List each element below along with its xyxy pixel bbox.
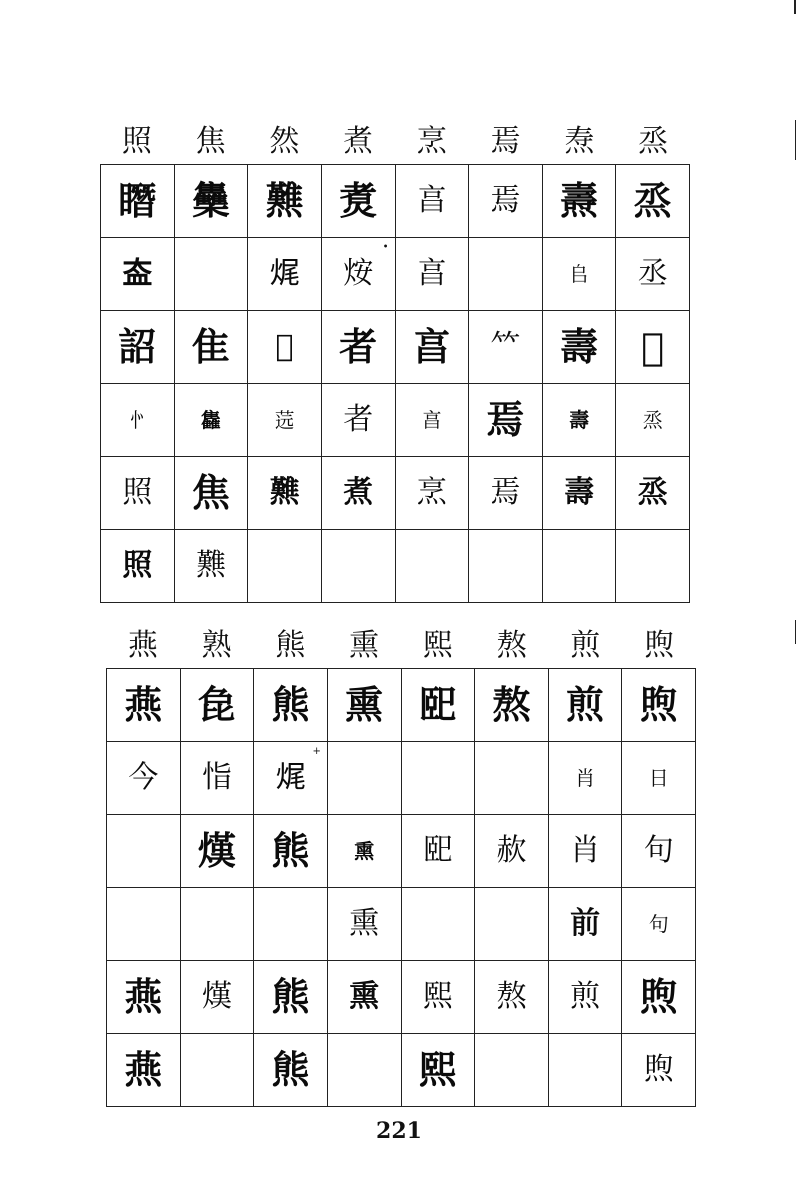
seal-glyph: 𤉈 xyxy=(275,329,294,364)
seal-glyph: 熬 xyxy=(496,979,527,1014)
seal-glyph: 烝 xyxy=(642,407,663,432)
seal-glyph: 日 xyxy=(648,765,669,790)
seal-glyph: 𠂤 xyxy=(569,261,590,286)
glyph-cell xyxy=(548,815,622,888)
top-character-block xyxy=(100,112,690,603)
scan-edge-mark xyxy=(794,0,796,14)
seal-glyph: 熏 xyxy=(349,979,380,1014)
glyph-cell xyxy=(254,1034,328,1107)
glyph-cell xyxy=(475,888,549,961)
glyph-cell xyxy=(542,530,616,603)
glyph-cell xyxy=(542,384,616,457)
glyph-cell xyxy=(616,457,690,530)
glyph-cell xyxy=(107,888,181,961)
bottom-character-block xyxy=(106,616,696,1107)
seal-glyph: 燾 xyxy=(560,179,599,223)
glyph-cell xyxy=(548,669,622,742)
glyph-cell xyxy=(401,1034,475,1107)
top-headings-row xyxy=(100,112,690,164)
glyph-cell xyxy=(174,384,248,457)
glyph-cell xyxy=(469,530,543,603)
glyph-cell xyxy=(616,165,690,238)
seal-glyph: 𥫗 xyxy=(490,329,521,364)
glyph-cell xyxy=(469,238,543,311)
glyph-cell xyxy=(107,669,181,742)
seal-glyph: 㸐 xyxy=(195,548,226,583)
table-row xyxy=(107,961,696,1034)
seal-glyph: 巸 xyxy=(422,833,453,868)
glyph-cell xyxy=(622,961,696,1034)
glyph-cell xyxy=(107,742,181,815)
seal-glyph: 句 xyxy=(648,911,669,936)
seal-glyph: 句 xyxy=(643,833,674,868)
glyph-cell xyxy=(180,888,254,961)
glyph-cell xyxy=(548,888,622,961)
page-number: 221 xyxy=(376,1118,422,1144)
heading-character: 燕 xyxy=(127,628,158,663)
glyph-cell xyxy=(542,457,616,530)
glyph-cell xyxy=(395,165,469,238)
seal-glyph: 壽 xyxy=(564,475,595,510)
glyph-cell xyxy=(622,669,696,742)
seal-glyph: 熯 xyxy=(197,829,236,873)
glyph-cell xyxy=(174,165,248,238)
glyph-cell xyxy=(321,384,395,457)
glyph-cell xyxy=(395,238,469,311)
glyph-cell xyxy=(254,888,328,961)
seal-glyph: 照 xyxy=(122,548,153,583)
seal-glyph: 䓕 xyxy=(274,407,295,432)
seal-glyph: 熯 xyxy=(201,979,232,1014)
glyph-cell xyxy=(107,1034,181,1107)
seal-glyph: 熏 xyxy=(354,838,375,863)
heading-character: 熏 xyxy=(349,628,380,663)
table-row xyxy=(101,530,690,603)
seal-glyph: 恉 xyxy=(201,760,232,795)
heading-character: 煦 xyxy=(644,628,675,663)
glyph-cell xyxy=(622,888,696,961)
seal-glyph: 熬 xyxy=(492,683,531,727)
seal-glyph: 煦 xyxy=(639,683,678,727)
glyph-cell xyxy=(475,961,549,1034)
glyph-cell xyxy=(180,742,254,815)
glyph-cell xyxy=(401,888,475,961)
glyph-cell xyxy=(401,961,475,1034)
seal-glyph: 肖 xyxy=(575,765,596,790)
glyph-cell xyxy=(475,669,549,742)
glyph-cell xyxy=(327,888,401,961)
seal-glyph: 𤈦 xyxy=(275,760,306,795)
glyph-cell xyxy=(469,311,543,384)
seal-glyph: 今 xyxy=(128,760,159,795)
glyph-cell xyxy=(548,1034,622,1107)
seal-glyph: 烝 xyxy=(633,179,672,223)
seal-glyph: 煦 xyxy=(639,975,678,1019)
glyph-cell xyxy=(174,311,248,384)
glyph-cell xyxy=(248,311,322,384)
glyph-cell xyxy=(248,165,322,238)
glyph-cell xyxy=(401,815,475,888)
table-row xyxy=(107,815,696,888)
glyph-cell xyxy=(321,311,395,384)
glyph-cell xyxy=(327,669,401,742)
glyph-cell xyxy=(248,238,322,311)
heading-character: 熬 xyxy=(496,628,527,663)
seal-glyph: 焉 xyxy=(490,183,521,218)
heading-character: 煎 xyxy=(570,628,601,663)
seal-glyph: 燕 xyxy=(124,1048,163,1092)
glyph-cell xyxy=(327,961,401,1034)
glyph-cell xyxy=(622,815,696,888)
glyph-cell xyxy=(254,742,328,815)
glyph-cell xyxy=(321,457,395,530)
glyph-cell xyxy=(327,815,401,888)
glyph-cell xyxy=(254,815,328,888)
glyph-cell xyxy=(180,669,254,742)
glyph-cell xyxy=(475,742,549,815)
glyph-cell xyxy=(401,669,475,742)
scan-edge-mark xyxy=(795,120,796,160)
seal-glyph: 㸐 xyxy=(265,179,304,223)
glyph-cell xyxy=(107,961,181,1034)
glyph-cell xyxy=(321,530,395,603)
glyph-cell xyxy=(616,530,690,603)
seal-glyph: 壽 xyxy=(560,325,599,369)
top-glyph-table xyxy=(100,164,690,603)
seal-glyph: 者 xyxy=(343,402,374,437)
seal-glyph: 照 xyxy=(122,475,153,510)
heading-character: 焦 xyxy=(195,124,226,159)
glyph-cell xyxy=(469,457,543,530)
heading-character: 烹 xyxy=(416,124,447,159)
seal-glyph: 熊 xyxy=(271,975,310,1019)
heading-character: 焘 xyxy=(564,124,595,159)
seal-glyph: 煑 xyxy=(339,179,378,223)
table-row xyxy=(101,238,690,311)
glyph-cell xyxy=(254,961,328,1034)
table-row xyxy=(101,384,690,457)
seal-glyph: 前 xyxy=(570,906,601,941)
glyph-cell xyxy=(254,669,328,742)
glyph-cell xyxy=(101,238,175,311)
glyph-cell xyxy=(475,1034,549,1107)
seal-glyph: 肖 xyxy=(570,833,601,868)
seal-glyph: 熙 xyxy=(422,979,453,1014)
glyph-cell xyxy=(327,742,401,815)
glyph-cell xyxy=(180,1034,254,1107)
glyph-cell xyxy=(616,311,690,384)
glyph-cell xyxy=(248,384,322,457)
table-row xyxy=(107,742,696,815)
seal-glyph: 煎 xyxy=(570,979,601,1014)
glyph-cell xyxy=(622,742,696,815)
seal-glyph: 焉 xyxy=(490,475,521,510)
glyph-cell xyxy=(180,815,254,888)
glyph-cell xyxy=(101,530,175,603)
glyph-cell xyxy=(248,530,322,603)
seal-glyph: 煦 xyxy=(643,1052,674,1087)
seal-glyph: 𤊙 xyxy=(641,325,665,369)
seal-glyph: 㣺 xyxy=(127,407,148,432)
glyph-cell xyxy=(101,384,175,457)
glyph-cell xyxy=(101,165,175,238)
glyph-cell xyxy=(469,165,543,238)
glyph-cell xyxy=(395,311,469,384)
seal-glyph: 𤈦 xyxy=(269,256,300,291)
glyph-cell xyxy=(616,384,690,457)
glyph-cell xyxy=(548,742,622,815)
scan-edge-mark xyxy=(795,620,796,644)
heading-character: 熊 xyxy=(275,628,306,663)
glyph-cell xyxy=(321,165,395,238)
heading-character: 烝 xyxy=(638,124,669,159)
glyph-cell xyxy=(616,238,690,311)
glyph-cell xyxy=(542,311,616,384)
glyph-cell xyxy=(542,165,616,238)
heading-character: 熟 xyxy=(201,628,232,663)
seal-glyph: 詔 xyxy=(118,325,157,369)
table-row xyxy=(107,1034,696,1107)
seal-glyph: 焉 xyxy=(486,398,525,442)
glyph-cell xyxy=(101,457,175,530)
heading-character: 熙 xyxy=(422,628,453,663)
heading-character: 然 xyxy=(269,124,300,159)
seal-glyph: 丞 xyxy=(637,256,668,291)
glyph-cell xyxy=(174,457,248,530)
seal-glyph: 熏 xyxy=(345,683,384,727)
seal-glyph: 熙 xyxy=(418,1048,457,1092)
seal-glyph: 雧 xyxy=(191,179,230,223)
glyph-cell xyxy=(622,1034,696,1107)
seal-glyph: 亯 xyxy=(416,256,447,291)
seal-glyph: 赥 xyxy=(496,833,527,868)
table-row xyxy=(101,165,690,238)
glyph-cell xyxy=(395,384,469,457)
table-row xyxy=(101,457,690,530)
seal-glyph: 亯 xyxy=(412,325,451,369)
seal-glyph: 焦 xyxy=(191,471,230,515)
glyph-cell xyxy=(248,457,322,530)
seal-glyph: 燕 xyxy=(124,975,163,1019)
seal-glyph: 熊 xyxy=(271,1048,310,1092)
glyph-cell xyxy=(327,1034,401,1107)
glyph-cell xyxy=(180,961,254,1034)
seal-glyph: 煮 xyxy=(343,475,374,510)
glyph-cell xyxy=(469,384,543,457)
seal-glyph: 熏 xyxy=(349,906,380,941)
bottom-headings-row xyxy=(106,616,696,668)
glyph-cell xyxy=(548,961,622,1034)
glyph-cell xyxy=(475,815,549,888)
seal-glyph: 隹 xyxy=(191,325,230,369)
seal-glyph: 𤇼 xyxy=(343,256,374,291)
glyph-cell xyxy=(107,815,181,888)
glyph-cell xyxy=(101,311,175,384)
bottom-glyph-table xyxy=(106,668,696,1107)
seal-glyph: 煎 xyxy=(566,683,605,727)
seal-glyph: 雥 xyxy=(200,407,221,432)
heading-character: 照 xyxy=(121,124,152,159)
seal-glyph: 㲋 xyxy=(197,683,236,727)
table-row xyxy=(101,311,690,384)
glyph-cell xyxy=(174,238,248,311)
seal-glyph: 燕 xyxy=(124,683,163,727)
glyph-cell xyxy=(395,457,469,530)
seal-glyph: 亯 xyxy=(421,407,442,432)
dot-mark: • xyxy=(382,242,389,253)
glyph-cell xyxy=(321,238,395,311)
heading-character: 煮 xyxy=(343,124,374,159)
seal-glyph: 烹 xyxy=(416,475,447,510)
seal-glyph: 熊 xyxy=(271,683,310,727)
heading-character: 焉 xyxy=(490,124,521,159)
glyph-cell xyxy=(174,530,248,603)
table-row xyxy=(107,888,696,961)
seal-glyph: 熊 xyxy=(271,829,310,873)
glyph-cell xyxy=(542,238,616,311)
seal-glyph: 者 xyxy=(339,325,378,369)
glyph-cell xyxy=(401,742,475,815)
seal-glyph: 烝 xyxy=(637,475,668,510)
seal-glyph: 壽 xyxy=(569,407,590,432)
seal-glyph: 巸 xyxy=(418,683,457,727)
seal-glyph: 亯 xyxy=(416,183,447,218)
seal-glyph: 𥁋 xyxy=(122,256,153,291)
seal-glyph: 㸐 xyxy=(269,475,300,510)
seal-glyph: 䁮 xyxy=(118,179,157,223)
table-row xyxy=(107,669,696,742)
glyph-cell xyxy=(395,530,469,603)
plus-mark: + xyxy=(312,746,321,757)
